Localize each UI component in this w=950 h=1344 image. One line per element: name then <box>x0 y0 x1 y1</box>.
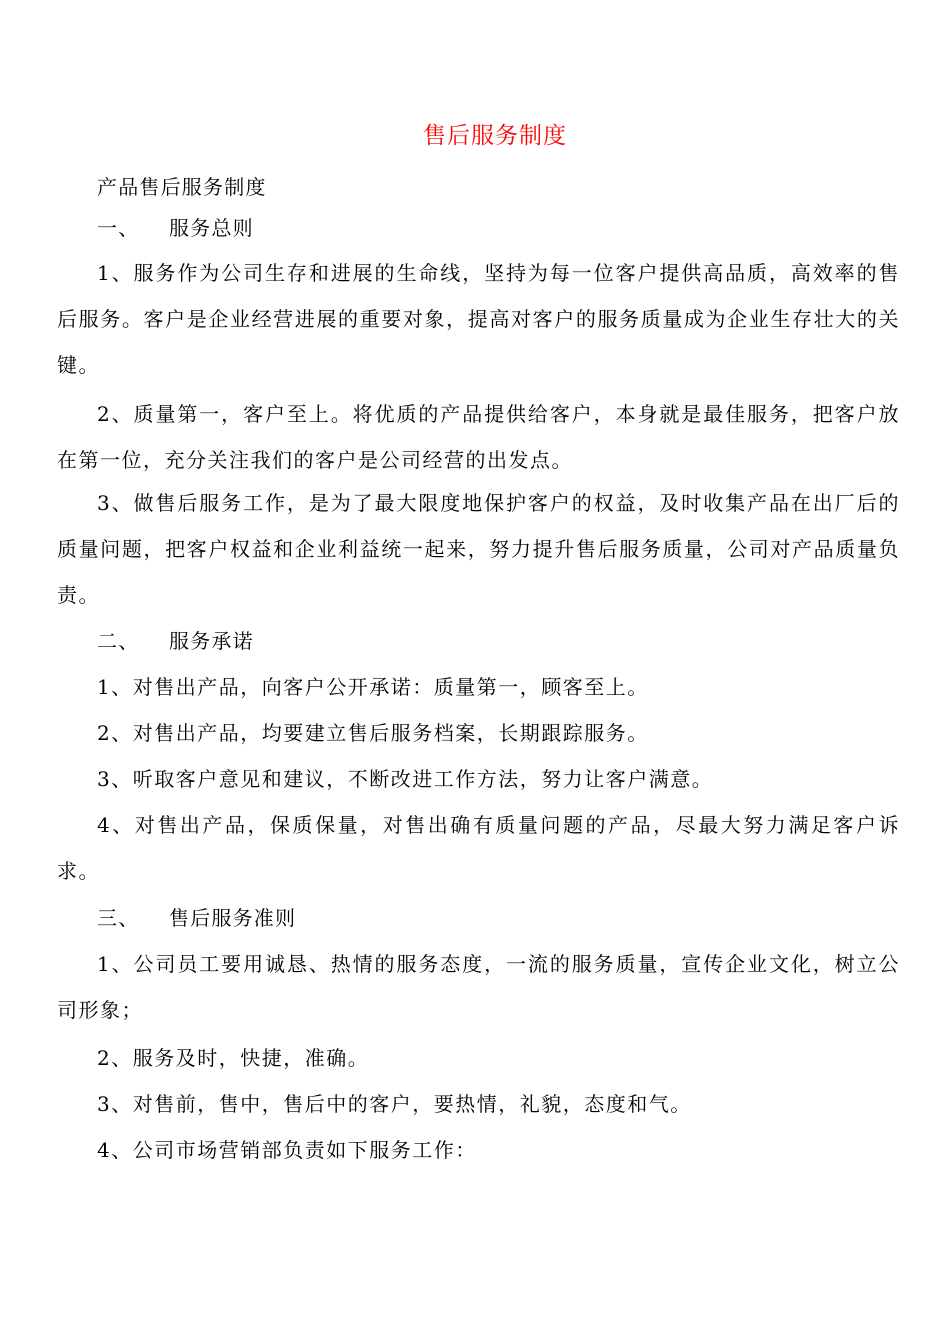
section-heading-1 <box>97 213 254 243</box>
document-title: 售后服务制度 <box>423 123 567 149</box>
paragraph: 1、公司员工要用诚恳、热情的服务态度，一流的服务质量，宣传企业文化，树立公司形象； <box>57 952 900 1022</box>
paragraph: 3、做售后服务工作，是为了最大限度地保护客户的权益，及时收集产品在出厂后的质量问题，把客户权益和企业利益统一起来，努力提升售后服务质量，公司对产品质量负责。 <box>57 491 900 607</box>
section-title: 服务总则 <box>169 216 254 240</box>
section-number: 二、 <box>97 629 140 653</box>
section-heading-3 <box>97 903 296 933</box>
section-title: 服务承诺 <box>169 629 254 653</box>
paragraph: 2、质量第一，客户至上。将优质的产品提供给客户，本身就是最佳服务，把客户放在第一位，充分关注我们的客户是公司经营的出发点。 <box>57 402 900 472</box>
paragraph: 1、服务作为公司生存和进展的生命线，坚持为每一位客户提供高品质，高效率的售后服务。客户是企业经营进展的重要对象，提高对客户的服务质量成为企业生存壮大的关键。 <box>57 261 900 377</box>
paragraph: 1、对售出产品，向客户公开承诺：质量第一，顾客至上。 <box>97 675 649 699</box>
paragraph: 3、对售前，售中，售后中的客户，要热情，礼貌，态度和气。 <box>97 1092 692 1116</box>
paragraph: 2、对售出产品，均要建立售后服务档案，长期跟踪服务。 <box>97 721 649 745</box>
section-title: 售后服务准则 <box>169 906 297 930</box>
paragraph: 4、公司市场营销部负责如下服务工作： <box>97 1138 477 1162</box>
section-heading-2 <box>97 626 254 656</box>
document-subtitle: 产品售后服务制度 <box>97 175 267 199</box>
paragraph: 4、对售出产品，保质保量，对售出确有质量问题的产品，尽最大努力满足客户诉求。 <box>57 813 900 883</box>
paragraph: 2、服务及时，快捷，准确。 <box>97 1046 370 1070</box>
section-number: 一、 <box>97 216 140 240</box>
paragraph: 3、听取客户意见和建议，不断改进工作方法，努力让客户满意。 <box>97 767 714 791</box>
section-number: 三、 <box>97 906 140 930</box>
